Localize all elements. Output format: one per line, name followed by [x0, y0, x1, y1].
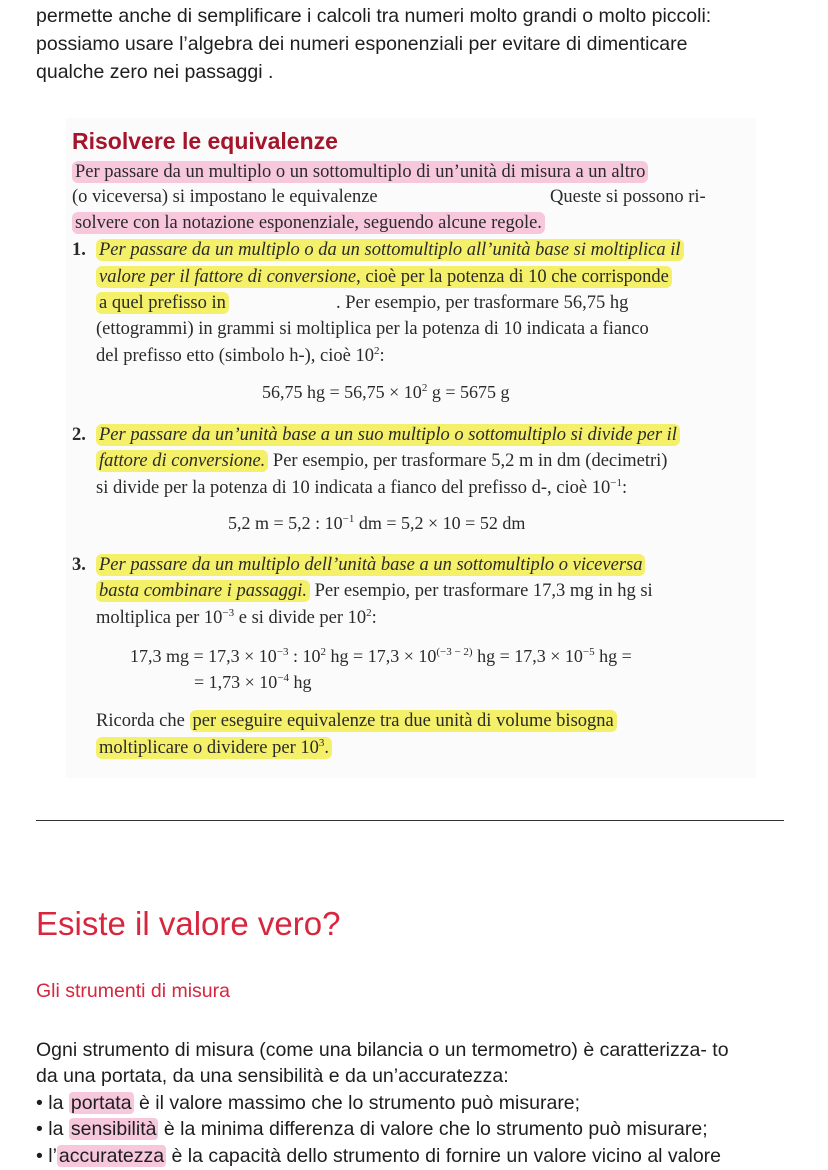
formula-text: dm = 5,2 × 10 = 52 dm — [354, 513, 526, 533]
superscript: −3 — [276, 646, 289, 658]
rule-number: 3. — [72, 555, 86, 575]
excerpt-line — [96, 344, 385, 368]
formula-text: hg — [289, 672, 312, 692]
formula-text: hg = — [594, 646, 632, 666]
highlight-yellow: Per passare da un multiplo dell’unità base a un sottomultiplo o viceversa — [96, 554, 645, 576]
bullet-text: è la minima differenza di valore che lo strumento può misurare; — [158, 1118, 708, 1140]
highlight-yellow: Per passare da un’unità base a un suo multiplo o sottomultiplo si divide per il — [96, 424, 680, 446]
formula-text: = 1,73 × 10 — [194, 672, 278, 692]
superscript: −5 — [582, 646, 595, 658]
excerpt-text: . Per esempio, per trasformare 56,75 hg — [336, 293, 629, 313]
superscript: −1 — [342, 513, 355, 525]
formula-text: hg = 17,3 × 10 — [326, 646, 437, 666]
intro-paragraph — [36, 2, 796, 86]
highlighted-term: accuratezza — [58, 1145, 165, 1167]
horizontal-divider — [36, 820, 784, 821]
intro-line: permette anche di semplificare i calcoli tra numeri molto grandi o molto piccoli: — [36, 5, 712, 27]
rule-number: 1. — [72, 240, 86, 260]
highlight-yellow — [96, 266, 672, 288]
superscript: 2 — [373, 345, 380, 357]
highlight-yellow: Per passare da un multiplo o da un sottomultiplo all’unità base si moltiplica il — [96, 239, 684, 261]
superscript: −1 — [610, 477, 622, 489]
excerpt-line — [96, 265, 672, 289]
bullet-text: è la capacità dello strumento di fornire un valore vicino al valore — [166, 1145, 722, 1167]
excerpt-text: Queste si possono ri- — [550, 187, 706, 207]
superscript: −3 — [222, 607, 235, 619]
bullet-text: è il valore massimo che lo strumento può misurare; — [133, 1092, 581, 1114]
excerpt-text: Ricorda che — [96, 711, 190, 731]
highlighted-term: sensibilità — [70, 1118, 157, 1140]
highlight-yellow: basta combinare i passaggi. — [96, 580, 310, 602]
excerpt-text: Per esempio, per trasformare 5,2 m in dm (decimetri) — [268, 451, 668, 471]
excerpt-line — [96, 476, 627, 500]
excerpt-text: Per esempio, per trasformare 17,3 mg in hg si — [309, 581, 653, 601]
highlight-yellow — [96, 737, 332, 759]
bullet-text: • la — [36, 1092, 69, 1114]
bullet-text: • la — [36, 1118, 69, 1140]
excerpt-line — [550, 185, 706, 209]
excerpt-line — [96, 553, 645, 577]
intro-line: qualche zero nei passaggi . — [36, 61, 274, 83]
rule-number: 2. — [72, 425, 86, 445]
highlight-yellow: fattore di conversione. — [96, 450, 268, 472]
formula-text: : 10 — [288, 646, 321, 666]
excerpt-text: , cioè per la potenza di 10 che corrisponde — [356, 267, 669, 287]
excerpt-text: del prefisso etto (simbolo h-), cioè 10 — [96, 346, 374, 366]
section-title: Esiste il valore vero? — [36, 905, 341, 942]
excerpt-line — [96, 579, 653, 603]
excerpt-text: valore per il fattore di conversione — [99, 267, 357, 287]
excerpt-line — [96, 449, 667, 473]
excerpt-text: e si divide per 10 — [234, 608, 367, 628]
formula-text: 56,75 hg = 56,75 × 10 — [262, 382, 422, 402]
formula — [194, 672, 312, 693]
excerpt-text: moltiplica per 10 — [96, 608, 223, 628]
superscript: 2 — [421, 382, 428, 394]
formula — [262, 382, 509, 403]
bullet-item — [36, 1143, 721, 1169]
excerpt-text: moltiplicare o dividere per 10 — [99, 738, 319, 758]
formula-text: 5,2 m = 5,2 : 10 — [228, 513, 343, 533]
excerpt-text: . — [324, 738, 329, 758]
excerpt-line — [336, 291, 628, 315]
excerpt-line — [96, 238, 684, 262]
highlight-yellow: a quel prefisso in — [96, 292, 229, 314]
body-line: da una portata, da una sensibilità e da un’accuratezza: — [36, 1065, 509, 1087]
excerpt-line — [96, 736, 332, 760]
highlight-yellow: per eseguire equivalenze tra due unità di volume bisogna — [190, 710, 617, 732]
superscript: (−3 − 2) — [436, 646, 473, 658]
superscript: 2 — [320, 646, 327, 658]
bullet-text: • l’ — [36, 1145, 57, 1167]
body-line: Ogni strumento di misura (come una bilancia o un termometro) è caratterizza- to — [36, 1039, 729, 1061]
formula — [130, 646, 632, 667]
formula-text: g = 5675 g — [427, 382, 510, 402]
excerpt-line — [96, 317, 649, 341]
excerpt-text: si divide per la potenza di 10 indicata a fianco del prefisso d-, cioè 10 — [96, 478, 611, 498]
highlight-pink: solvere con la notazione esponenziale, seguendo alcune regole. — [72, 212, 545, 234]
highlight-pink: Per passare da un multiplo o un sottomultiplo di un’unità di misura a un altro — [72, 161, 648, 183]
superscript: 3 — [318, 737, 325, 749]
excerpt-text: (ettogrammi) in grammi si moltiplica per la potenza di 10 indicata a fianco — [96, 319, 649, 339]
excerpt-line — [96, 291, 229, 315]
formula-text: 17,3 mg = 17,3 × 10 — [130, 646, 277, 666]
superscript: 2 — [366, 607, 372, 619]
bullet-item — [36, 1116, 708, 1142]
excerpt-line — [72, 185, 378, 209]
formula — [228, 513, 525, 534]
highlighted-term: portata — [70, 1092, 132, 1114]
excerpt-text: : — [621, 478, 628, 498]
formula-text: hg = 17,3 × 10 — [472, 646, 583, 666]
excerpt-text: (o viceversa) si impostano le equivalenze — [72, 187, 378, 207]
superscript: −4 — [277, 672, 290, 684]
excerpt-line — [72, 160, 648, 184]
excerpt-line — [96, 606, 377, 630]
excerpt-text: : — [371, 608, 377, 628]
excerpt-text: : — [379, 346, 385, 366]
intro-line: possiamo usare l’algebra dei numeri esponenziali per evitare di dimenticare — [36, 33, 688, 55]
excerpt-title: Risolvere le equivalenze — [72, 128, 338, 154]
excerpt-line — [96, 709, 617, 733]
section-subtitle: Gli strumenti di misura — [36, 980, 230, 1002]
excerpt-line — [96, 423, 680, 447]
excerpt-line — [72, 211, 545, 235]
bullet-item — [36, 1090, 580, 1116]
